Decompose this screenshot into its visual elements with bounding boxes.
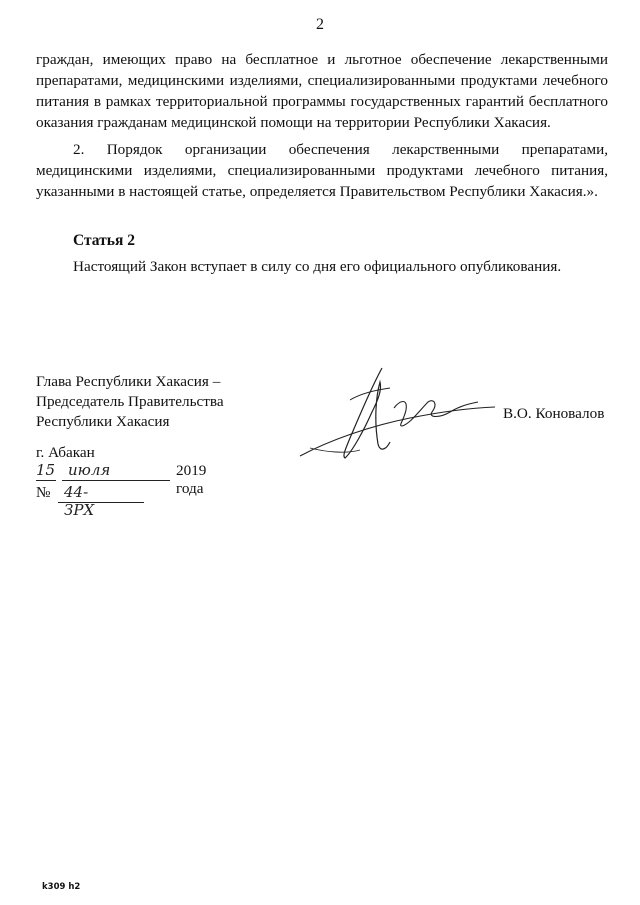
handwritten-signature xyxy=(290,360,510,470)
signatory-title-line-3: Республики Хакасия xyxy=(36,413,170,430)
signatory-title-line-1: Глава Республики Хакасия – xyxy=(36,373,221,390)
footer-code: k309 h2 xyxy=(42,882,81,892)
article-heading: Статья 2 xyxy=(73,232,135,249)
number-symbol: № xyxy=(36,484,51,501)
article-text: Настоящий Закон вступает в силу со дня его официального опубликования. xyxy=(73,258,562,275)
signatory-name: В.О. Коновалов xyxy=(503,405,605,422)
signatory-title xyxy=(36,372,224,432)
paragraph-item-2: 2. Порядок организации обеспечения лекарственными препаратами, медицинскими изделиями, специализированными продуктами лечебного питания, указанными в настоящей статье, определяется Правительством Республики Хакасия.». xyxy=(36,141,608,200)
signatory-title-line-2: Председатель Правительства xyxy=(36,393,224,410)
date-day-handwritten: 15 xyxy=(36,461,56,479)
paragraph-continuation: граждан, имеющих право на бесплатное и льготное обеспечение лекарственными препаратами, медицинскими изделиями, специализированными продуктами лечебного питания в рамках территориальной программы государственных гарантий бесплатного оказания гражданам медицинской помощи на территории Республики Хакасия. xyxy=(36,51,608,131)
date-year: 2019 года xyxy=(176,462,207,497)
number-handwritten: 44-ЗРХ xyxy=(64,483,95,519)
page-number: 2 xyxy=(316,16,324,33)
signing-place: г. Абакан xyxy=(36,444,95,461)
date-month-handwritten: июля xyxy=(68,461,111,479)
